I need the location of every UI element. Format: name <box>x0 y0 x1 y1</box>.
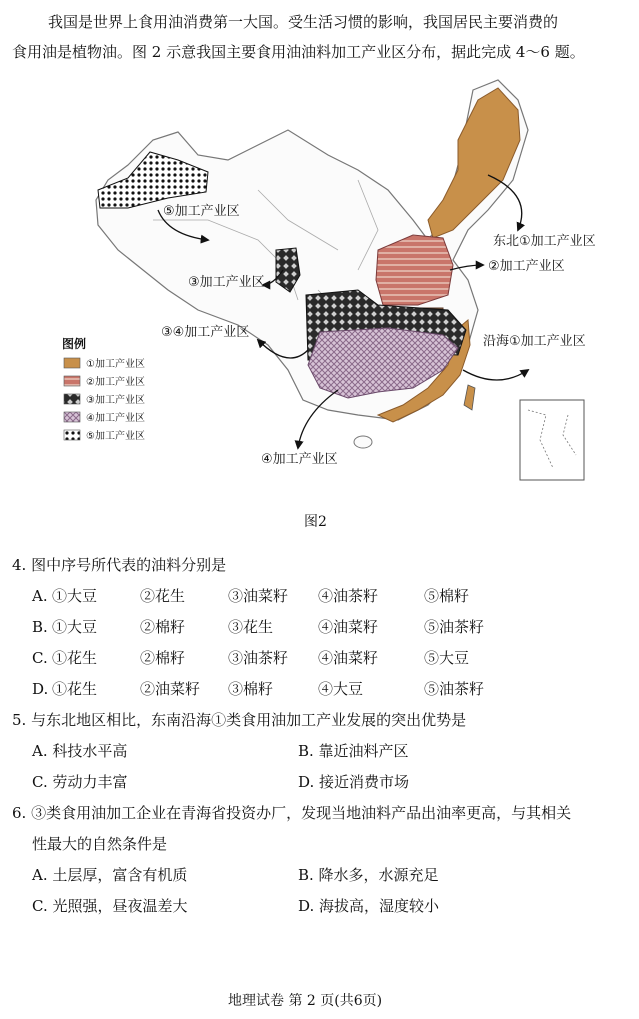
label-coast-1: 沿海①加工产业区 <box>483 334 586 349</box>
map-legend <box>62 336 145 442</box>
page-footer: 地理试卷 第 2 页(共6页) <box>228 993 383 1009</box>
q4-option-letter: C. <box>32 649 48 667</box>
q5-option-c: C. 劳动力丰富 <box>32 773 128 791</box>
q4-option-item: ④油菜籽 <box>318 618 379 636</box>
arrow-to-label-coast <box>463 370 528 380</box>
q4-option-item: ②花生 <box>140 587 186 605</box>
label-northeast-1: 东北①加工产业区 <box>493 234 596 249</box>
q4-option-item: ③油茶籽 <box>228 649 289 667</box>
q4-option-item: ④油茶籽 <box>318 587 379 605</box>
q4-option-item: ②棉籽 <box>140 649 186 667</box>
q4-option-item: ④大豆 <box>318 680 364 698</box>
south-china-sea-inset <box>520 400 584 480</box>
q4-option-item: ②棉籽 <box>140 618 186 636</box>
q6-option-c: C. 光照强，昼夜温差大 <box>32 897 188 915</box>
figure-caption: 图2 <box>304 514 327 530</box>
q4-option-letter: A. <box>32 587 48 605</box>
q5-option-d: D. 接近消费市场 <box>298 773 410 791</box>
intro-line-2: 食用油是植物油。图 2 示意我国主要食用油油料加工产业区分布，据此完成 4～6 题。 <box>12 43 585 61</box>
label-region-34: ③④加工产业区 <box>161 325 250 340</box>
intro-line-1: 我国是世界上食用油消费第一大国。受生活习惯的影响，我国居民主要消费的 <box>48 13 559 31</box>
q5-stem: 5. 与东北地区相比，东南沿海①类食用油加工产业发展的突出优势是 <box>12 711 467 729</box>
legend-title: 图例 <box>62 337 87 351</box>
q4-option-item: ②油菜籽 <box>140 680 201 698</box>
q6-stem-line-1: 6. ③类食用油加工企业在青海省投资办厂，发现当地油料产品出油率更高，与其相关 <box>12 804 572 822</box>
q4-option-item: ③油菜籽 <box>228 587 289 605</box>
q4-option-item: ③棉籽 <box>228 680 274 698</box>
legend-item-1: ①加工产业区 <box>86 359 145 370</box>
legend-item-3: ③加工产业区 <box>86 395 145 406</box>
q4-option-item: ①大豆 <box>52 618 98 636</box>
q4-option-item: ③花生 <box>228 618 274 636</box>
legend-item-4: ④加工产业区 <box>86 413 145 424</box>
label-region-4: ④加工产业区 <box>261 452 338 467</box>
q6-option-d: D. 海拔高，湿度较小 <box>298 897 440 915</box>
q4-option-item: ⑤大豆 <box>424 649 470 667</box>
label-region-2: ②加工产业区 <box>488 259 565 274</box>
q4-option-item: ⑤油茶籽 <box>424 680 485 698</box>
q6-option-b: B. 降水多，水源充足 <box>298 866 439 884</box>
q4-option-item: ⑤棉籽 <box>424 587 470 605</box>
q5-option-b: B. 靠近油料产区 <box>298 742 409 760</box>
q6-option-a: A. 土层厚，富含有机质 <box>32 866 188 884</box>
china-oil-processing-map <box>58 70 618 500</box>
q4-option-item: ①大豆 <box>52 587 98 605</box>
label-region-5: ⑤加工产业区 <box>163 204 240 219</box>
taiwan-island <box>464 385 475 410</box>
q4-option-item: ①花生 <box>52 649 98 667</box>
legend-item-2: ②加工产业区 <box>86 377 145 388</box>
q4-option-item: ④油菜籽 <box>318 649 379 667</box>
q6-stem-line-2: 性最大的自然条件是 <box>32 835 168 853</box>
region-2-north-china <box>376 235 453 305</box>
q4-option-item: ①花生 <box>52 680 98 698</box>
legend-item-5: ⑤加工产业区 <box>86 431 145 442</box>
q4-option-letter: B. <box>32 618 48 636</box>
q5-option-a: A. 科技水平高 <box>32 742 128 760</box>
label-region-3: ③加工产业区 <box>188 275 265 290</box>
hainan-island <box>354 436 372 448</box>
q4-option-item: ⑤油茶籽 <box>424 618 485 636</box>
q4-stem: 4. 图中序号所代表的油料分别是 <box>12 556 227 574</box>
q4-option-letter: D. <box>32 680 49 698</box>
